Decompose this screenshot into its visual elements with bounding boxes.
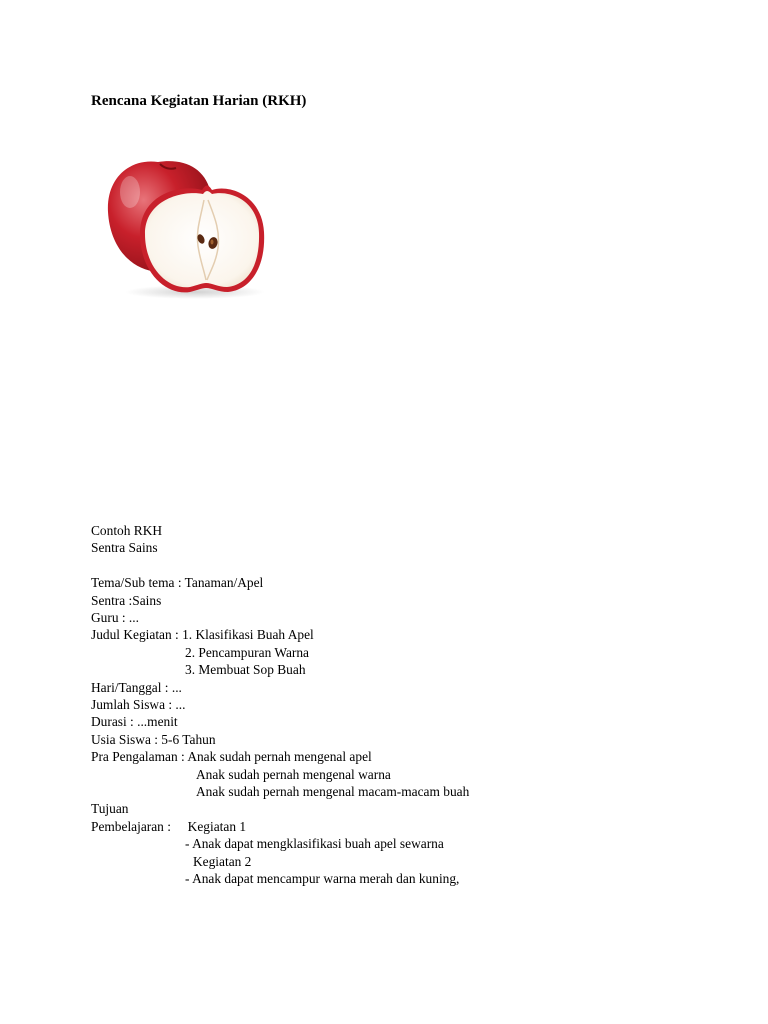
text-line-judul-3: 3. Membuat Sop Buah [185, 662, 306, 678]
text-line-hari-tanggal: Hari/Tanggal : ... [91, 679, 182, 695]
text-line-pra-3: Anak sudah pernah mengenal macam-macam buah [196, 784, 470, 799]
text-line-tujuan: Tujuan [91, 801, 129, 817]
text-line-sentra-sains: Sentra Sains [91, 540, 158, 556]
text-line-judul-kegiatan: Judul Kegiatan : 1. Klasifikasi Buah Apel [91, 627, 314, 643]
text-line-jumlah-siswa: Jumlah Siswa : ... [91, 697, 186, 712]
text-line-tujuan-1: - Anak dapat mengklasifikasi buah apel sewarna [185, 836, 444, 852]
text-line-tujuan-2: - Anak dapat mencampur warna merah dan kuning, [185, 871, 460, 886]
text-line-judul-2: 2. Pencampuran Warna [185, 644, 309, 660]
text-line-sentra: Sentra :Sains [91, 592, 162, 608]
text-line-pra-pengalaman: Pra Pengalaman : Anak sudah pernah mengenal apel [91, 749, 372, 765]
text-line-pra-2: Anak sudah pernah mengenal warna [196, 766, 391, 782]
document-title: Rencana Kegiatan Harian (RKH) [91, 93, 307, 109]
apple-illustration [100, 150, 270, 300]
text-line-usia-siswa: Usia Siswa : 5-6 Tahun [91, 731, 216, 747]
text-line-durasi: Durasi : ...menit [91, 714, 178, 730]
text-line-kegiatan-2: Kegiatan 2 [193, 853, 252, 869]
text-line-guru: Guru : ... [91, 610, 139, 625]
text-line-contoh-rkh: Contoh RKH [91, 523, 163, 538]
text-line-tema: Tema/Sub tema : Tanaman/Apel [91, 575, 264, 591]
apple-icon [100, 150, 270, 300]
text-line-pembelajaran: Pembelajaran : Kegiatan 1 [91, 818, 247, 834]
